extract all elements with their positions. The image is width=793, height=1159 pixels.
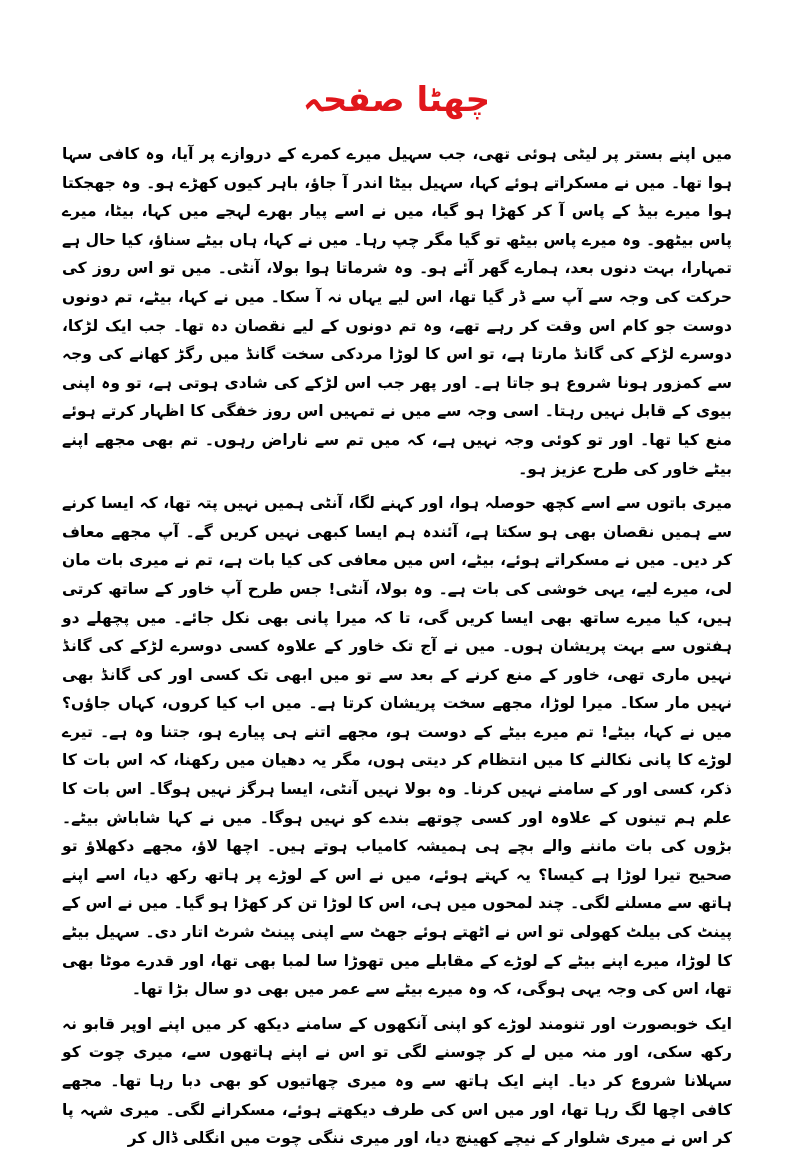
paragraph-2: میری باتوں سے اسے کچھ حوصلہ ہوا، اور کہنے لگا، آنٹی ہمیں نہیں پتہ تھا، کہ ایسا کرنے سے ہمیں نقصان بھی ہو سکتا ہے، آئندہ ہم ایسا کبھی نہیں کریں گے۔ آپ مجھے معاف کر دیں۔ میں نے مسکراتے ہوئے، بیٹے، اس میں معافی کی کیا بات ہے، تم نے میری بات مان لی، میرے لیے، یہی خوشی کی بات ہے۔ وہ بولا، آنٹی! جس طرح آپ خاور کے ساتھ کرتی ہیں، کیا میرے ساتھ بھی ایسا کریں گی، تا کہ میرا پانی بھی نکل جائے۔ میں پچھلے دو ہفتوں سے بہت پریشان ہوں۔ میں نے آج تک خاور کے علاوہ کسی دوسرے لڑکے کی گانڈ نہیں ماری تھی، خاور کے منع کرنے کے بعد سے تو میں ابھی تک کسی اور کی گانڈ بھی نہیں مار سکا۔ میرا لوڑا، مجھے سخت پریشان کرتا ہے۔ میں اب کیا کروں، کہاں جاؤں؟ میں نے کہا، بیٹے! تم میرے بیٹے کے دوست ہو، مجھے اتنے ہی پیارے ہو، جتنا وہ ہے۔ تیرے لوڑے کا پانی نکالنے کا میں انتظام کر دیتی ہوں، مگر یہ دھیان میں رکھنا، کہ اس بات کا ذکر، کسی اور کے سامنے نہیں کرنا۔ وہ بولا نہیں آنٹی، ایسا ہرگز نہیں ہوگا۔ اس بات کا علم ہم تینوں کے علاوہ اور کسی چوتھے بندے کو نہیں ہوگا۔ میں نے کہا شاباش بیٹے۔ بڑوں کی بات ماننے والے بچے ہی ہمیشہ کامیاب ہوتے ہیں۔ اچھا لاؤ، مجھے دکھلاؤ تو صحیح تیرا لوڑا ہے کیسا؟ یہ کہتے ہوئے، میں نے اس کے لوڑے پر ہاتھ رکھ دیا، اسے اپنے ہاتھ سے مسلنے لگی۔ چند لمحوں میں ہی، اس کا لوڑا تن کر کھڑا ہو گیا۔ میں نے اس کے پینٹ کی بیلٹ کھولی تو اس نے اٹھتے ہوئے جھٹ سے اپنی پینٹ شرٹ اتار دی۔ سہیل بیٹے کا لوڑا، میرے اپنے بیٹے کے لوڑے کے مقابلے میں تھوڑا سا لمبا بھی تھا، اور قدرے موٹا بھی تھا، اس کی وجہ یہی ہوگی، کہ وہ میرے بیٹے سے عمر میں بھی دو سال بڑا تھا۔: [62, 494, 732, 999]
page-title: چھٹا صفحہ: [302, 80, 491, 120]
paragraph-3: ایک خوبصورت اور تنومند لوڑے کو اپنی آنکھوں کے سامنے دیکھ کر میں اپنے اوپر قابو نہ رکھ سکی، اور منہ میں لے کر چوسنے لگی تو اس نے اپنے ہاتھوں سے، میری چوت کو سہلانا شروع کر دیا۔ اپنے ایک ہاتھ سے وہ میری چھاتیوں کو بھی دبا رہا تھا۔ مجھے کافی اچھا لگ رہا تھا، اور میں اس کی طرف دیکھتے ہوئے، مسکرانے لگی۔ میری شہہ پا کر اس نے میری شلوار کے نیچے کھینچ دیا، اور میری ننگی چوت میں انگلی ڈال کر: [62, 1014, 732, 1148]
page-body-text: [62, 140, 732, 1159]
paragraph-1: میں اپنے بستر پر لیٹی ہوئی تھی، جب سہیل میرے کمرے کے دروازے پر آیا، وہ کافی سہا ہوا تھا۔ میں نے مسکراتے ہوئے کہا، سہیل بیٹا اندر آ جاؤ، باہر کیوں کھڑے ہو۔ وہ جھجکتا ہوا میرے بیڈ کے پاس آ کر کھڑا ہو گیا، میں نے اسے پیار بھرے لہجے میں کہا، بیٹا، میرے پاس بیٹھو۔ وہ میرے پاس بیٹھ تو گیا مگر چپ رہا۔ میں نے کہا، ہاں بیٹے سناؤ، کیا حال ہے تمہارا، بہت دنوں بعد، ہمارے گھر آئے ہو۔ وہ شرماتا ہوا بولا، آنٹی۔ میں تو اس روز کی حرکت کی وجہ سے آپ سے ڈر گیا تھا، اس لیے یہاں نہ آ سکا۔ میں نے کہا، بیٹے، تم دونوں دوست جو کام اس وقت کر رہے تھے، وہ تم دونوں کے لیے نقصان دہ تھا۔ جب ایک لڑکا، دوسرے لڑکے کی گانڈ مارتا ہے، تو اس کا لوڑا مردکی سخت گانڈ میں رگڑ کھانے کی وجہ سے کمزور ہونا شروع ہو جاتا ہے۔ اور پھر جب اس لڑکے کی شادی ہوتی ہے، تو وہ اپنی بیوی کے قابل نہیں رہتا۔ اسی وجہ سے میں نے تمہیں اس روز خفگی کا اظہار کرتے ہوئے منع کیا تھا۔ اور تو کوئی وجہ نہیں ہے، کہ میں تم سے ناراض رہوں۔ تم بھی مجھے اپنے بیٹے خاور کی طرح عزیز ہو۔: [62, 145, 732, 478]
